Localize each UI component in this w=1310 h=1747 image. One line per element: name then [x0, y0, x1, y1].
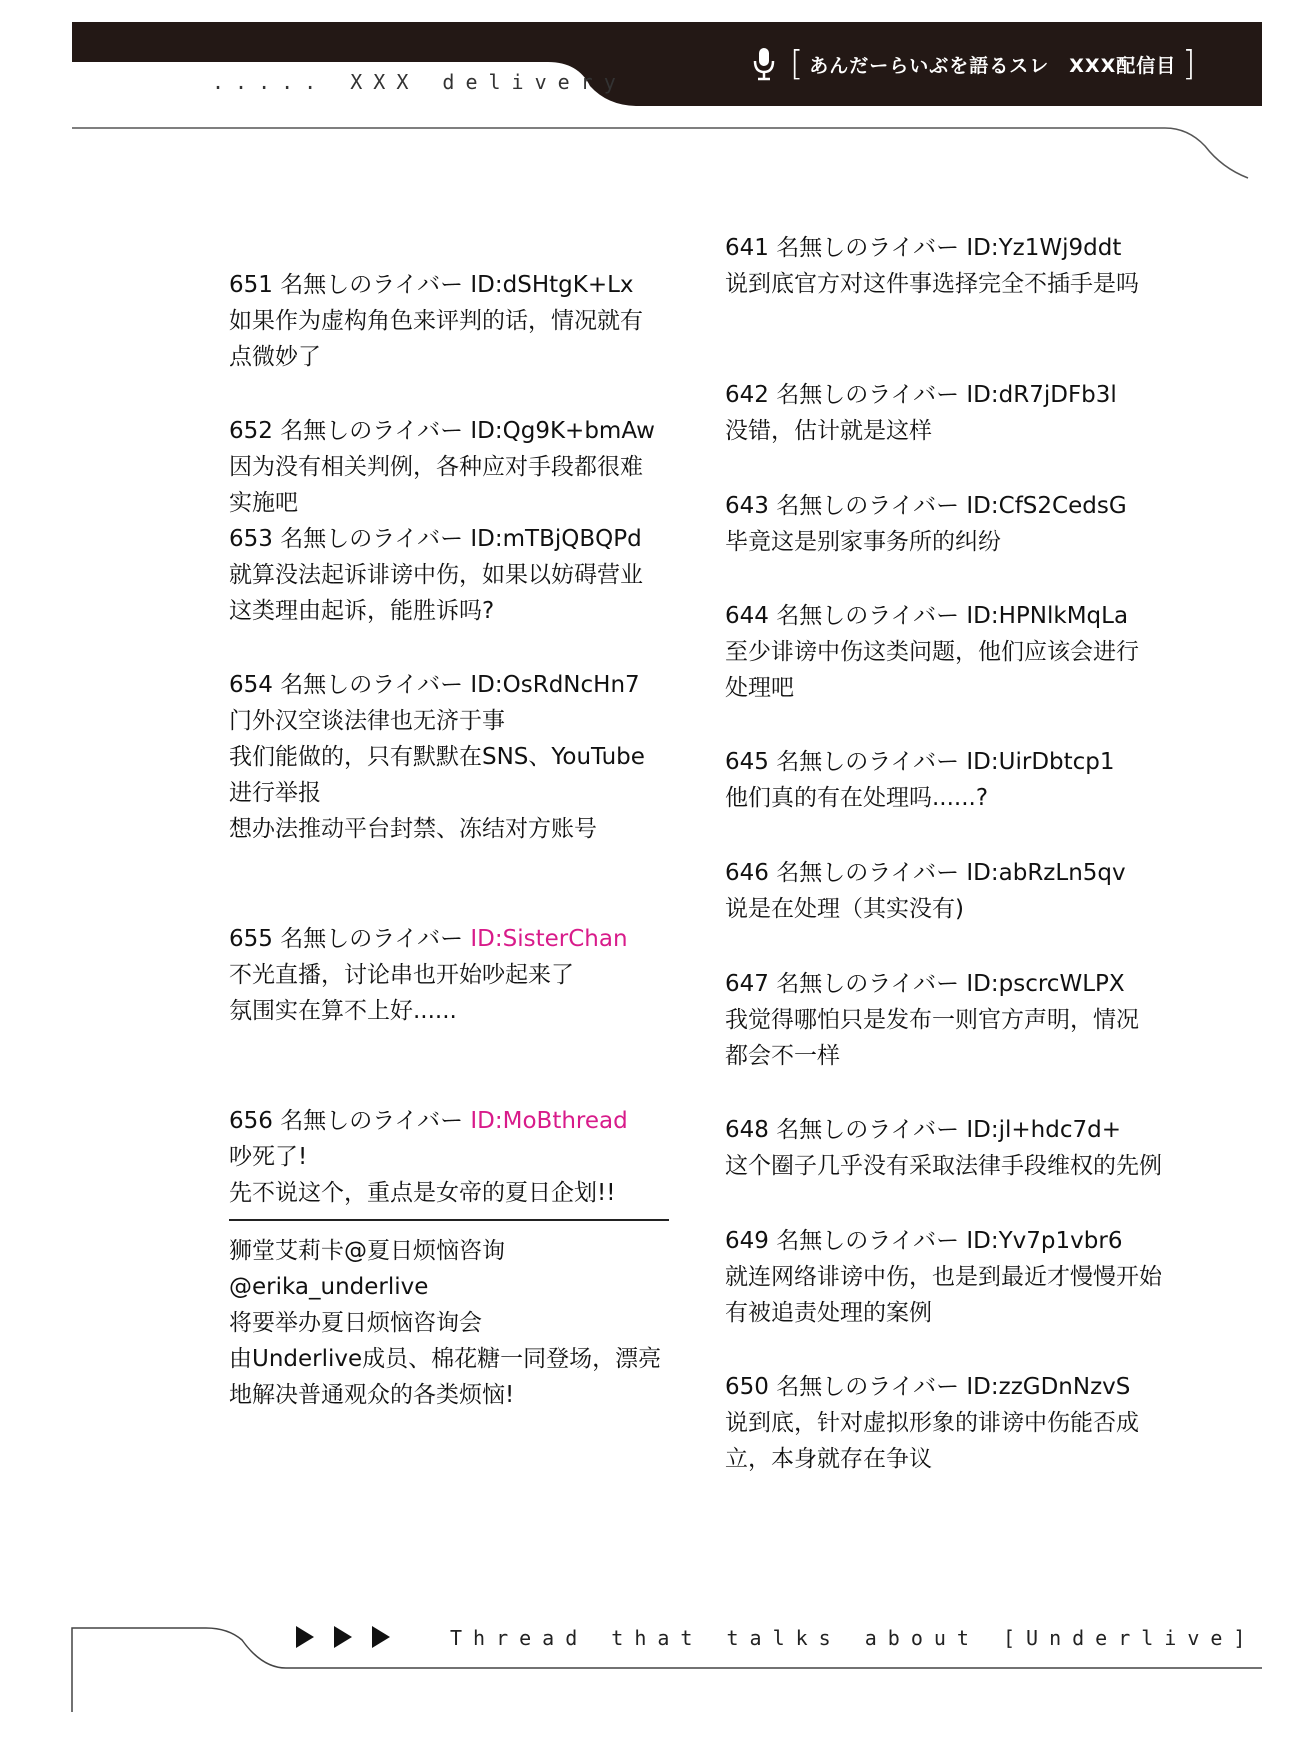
post-642	[725, 377, 1205, 449]
poster-name: 名無しのライバー	[776, 749, 960, 775]
tweet-author-handle: @erika_underlive	[229, 1274, 429, 1300]
header-rule	[72, 128, 1248, 178]
post-number: 645	[725, 749, 769, 775]
post-number: 641	[725, 235, 769, 261]
post-body-line: 都会不一样	[725, 1043, 840, 1069]
post-body-line: 点微妙了	[229, 344, 321, 370]
post-number: 649	[725, 1228, 769, 1254]
header-title: あんだーらいぶを語るスレ XXX配信目	[809, 54, 1177, 77]
post-body-line: 说到底，针对虚拟形象的诽谤中伤能否成	[725, 1410, 1139, 1436]
poster-id: ID:Qg9K+bmAw	[470, 418, 655, 444]
microphone-icon	[750, 46, 778, 82]
left-column	[229, 267, 699, 1413]
tweet-divider	[229, 1219, 669, 1221]
post-number: 652	[229, 418, 273, 444]
poster-name: 名無しのライバー	[280, 926, 464, 952]
post-number: 644	[725, 603, 769, 629]
post-number: 642	[725, 382, 769, 408]
post-number: 646	[725, 860, 769, 886]
post-body-line: 吵死了!	[229, 1144, 308, 1170]
poster-name: 名無しのライバー	[776, 971, 960, 997]
post-body-line: 氛围实在算不上好......	[229, 998, 457, 1024]
post-648	[725, 1112, 1205, 1184]
post-body-line: 就算没法起诉诽谤中伤，如果以妨碍营业	[229, 562, 643, 588]
poster-id: ID:dSHtgK+Lx	[470, 272, 634, 298]
post-body-line: 说到底官方对这件事选择完全不插手是吗	[725, 271, 1139, 297]
post-644	[725, 598, 1205, 706]
post-header	[725, 377, 1205, 413]
post-header	[725, 1223, 1205, 1259]
poster-name: 名無しのライバー	[776, 860, 960, 886]
footer-caption: Thread that talks about [Underlive]	[450, 1626, 1257, 1650]
poster-id-highlighted: ID:SisterChan	[470, 926, 628, 952]
post-header	[229, 667, 699, 703]
post-number: 651	[229, 272, 273, 298]
post-body-line: 因为没有相关判例，各种应对手段都很难	[229, 454, 643, 480]
post-body-line: 立，本身就存在争议	[725, 1446, 932, 1472]
post-number: 647	[725, 971, 769, 997]
poster-name: 名無しのライバー	[280, 272, 464, 298]
footer-arrows	[296, 1626, 390, 1648]
post-number: 653	[229, 526, 273, 552]
post-number: 650	[725, 1374, 769, 1400]
play-arrow-icon	[296, 1626, 314, 1648]
tweet-body-line: 将要举办夏日烦恼咨询会	[229, 1310, 482, 1336]
poster-name: 名無しのライバー	[280, 418, 464, 444]
play-arrow-icon	[372, 1626, 390, 1648]
post-header	[229, 413, 699, 449]
post-656	[229, 1103, 699, 1211]
header-title-block	[750, 44, 1201, 84]
poster-id: ID:CfS2CedsG	[966, 493, 1127, 519]
poster-name: 名無しのライバー	[776, 1117, 960, 1143]
poster-id: ID:abRzLn5qv	[966, 860, 1126, 886]
tweet-body-line: 地解决普通观众的各类烦恼!	[229, 1382, 515, 1408]
post-647	[725, 966, 1205, 1074]
post-body-line: 这个圈子几乎没有采取法律手段维权的先例	[725, 1153, 1162, 1179]
post-header	[725, 230, 1205, 266]
post-header	[725, 1112, 1205, 1148]
play-arrow-icon	[334, 1626, 352, 1648]
embedded-tweet	[229, 1233, 699, 1413]
post-body-line: 处理吧	[725, 675, 794, 701]
poster-name: 名無しのライバー	[776, 235, 960, 261]
post-646	[725, 855, 1205, 927]
post-header	[725, 966, 1205, 1002]
post-body-line: 他们真的有在处理吗......?	[725, 785, 989, 811]
post-number: 656	[229, 1108, 273, 1134]
post-body-line: 至少诽谤中伤这类问题，他们应该会进行	[725, 639, 1139, 665]
poster-id: ID:dR7jDFb3l	[966, 382, 1117, 408]
poster-id: ID:OsRdNcHn7	[470, 672, 640, 698]
post-number: 654	[229, 672, 273, 698]
post-number: 648	[725, 1117, 769, 1143]
post-body-line: 实施吧	[229, 490, 298, 516]
header-subtitle: ..... XXX delivery	[212, 70, 627, 94]
post-650	[725, 1369, 1205, 1477]
post-649	[725, 1223, 1205, 1331]
poster-name: 名無しのライバー	[280, 1108, 464, 1134]
poster-name: 名無しのライバー	[776, 382, 960, 408]
post-body-line: 先不说这个，重点是女帝的夏日企划!!	[229, 1180, 616, 1206]
poster-id: ID:pscrcWLPX	[966, 971, 1125, 997]
poster-id: ID:Yv7p1vbr6	[966, 1228, 1123, 1254]
right-column	[725, 230, 1205, 1477]
poster-name: 名無しのライバー	[776, 603, 960, 629]
post-body-line: 毕竟这是别家事务所的纠纷	[725, 529, 1001, 555]
post-header	[725, 855, 1205, 891]
poster-id-highlighted: ID:MoBthread	[470, 1108, 628, 1134]
post-header	[229, 267, 699, 303]
post-header	[725, 1369, 1205, 1405]
post-641	[725, 230, 1205, 302]
post-body-line: 门外汉空谈法律也无济于事	[229, 708, 505, 734]
post-body-line: 进行举报	[229, 780, 321, 806]
post-body-line: 想办法推动平台封禁、冻结对方账号	[229, 816, 597, 842]
poster-name: 名無しのライバー	[280, 526, 464, 552]
post-body-line: 有被追责处理的案例	[725, 1300, 932, 1326]
tweet-body-line: 由Underlive成员、棉花糖一同登场，漂亮	[229, 1346, 662, 1372]
post-652	[229, 413, 699, 521]
post-654	[229, 667, 699, 847]
tweet-author-name: 狮堂艾莉卡@夏日烦恼咨询	[229, 1238, 505, 1264]
post-651	[229, 267, 699, 375]
post-header	[725, 488, 1205, 524]
post-header	[725, 598, 1205, 634]
post-header	[229, 521, 699, 557]
poster-name: 名無しのライバー	[776, 493, 960, 519]
post-header	[229, 1103, 699, 1139]
post-number: 655	[229, 926, 273, 952]
post-643	[725, 488, 1205, 560]
poster-id: ID:Yz1Wj9ddt	[966, 235, 1122, 261]
header-bracket-open: [	[790, 44, 804, 84]
poster-name: 名無しのライバー	[776, 1228, 960, 1254]
poster-name: 名無しのライバー	[280, 672, 464, 698]
poster-id: ID:mTBjQBQPd	[470, 526, 642, 552]
post-number: 643	[725, 493, 769, 519]
post-body-line: 说是在处理（其实没有)	[725, 896, 964, 922]
post-body-line: 我觉得哪怕只是发布一则官方声明，情况	[725, 1007, 1139, 1033]
poster-id: ID:jl+hdc7d+	[966, 1117, 1122, 1143]
post-653	[229, 521, 699, 629]
post-body-line: 我们能做的，只有默默在SNS、YouTube	[229, 744, 645, 770]
post-body-line: 没错，估计就是这样	[725, 418, 932, 444]
poster-id: ID:HPNlkMqLa	[966, 603, 1129, 629]
poster-id: ID:zzGDnNzvS	[966, 1374, 1131, 1400]
poster-name: 名無しのライバー	[776, 1374, 960, 1400]
post-655	[229, 921, 699, 1029]
post-header	[229, 921, 699, 957]
post-header	[725, 744, 1205, 780]
post-body-line: 就连网络诽谤中伤，也是到最近才慢慢开始	[725, 1264, 1162, 1290]
post-body-line: 如果作为虚构角色来评判的话，情况就有	[229, 308, 643, 334]
post-body-line: 这类理由起诉，能胜诉吗?	[229, 598, 495, 624]
post-body-line: 不光直播，讨论串也开始吵起来了	[229, 962, 574, 988]
poster-id: ID:UirDbtcp1	[966, 749, 1115, 775]
header-bracket-close: ]	[1182, 44, 1196, 84]
post-645	[725, 744, 1205, 816]
